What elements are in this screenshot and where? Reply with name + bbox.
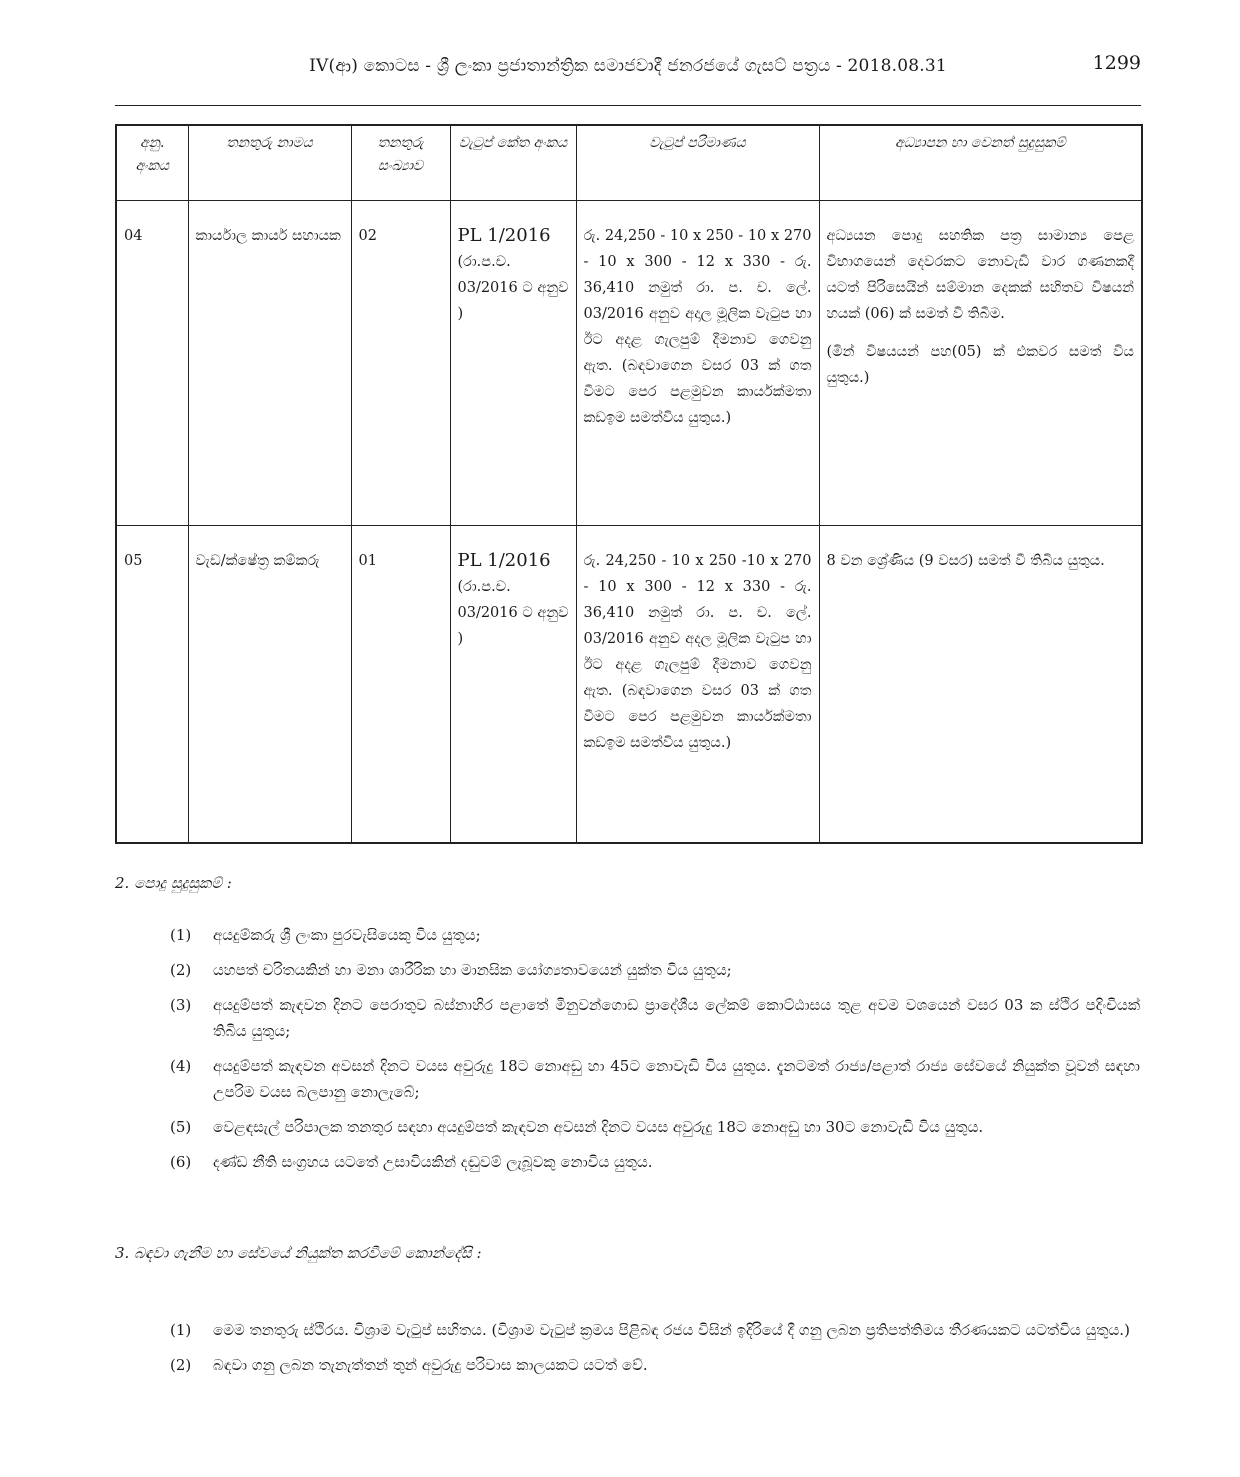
header-divider [115, 105, 1141, 106]
salary-code: PL 1/2016 [457, 225, 551, 246]
list-item-number: (6) [170, 1153, 192, 1171]
list-item-number: (5) [170, 1118, 192, 1136]
list-item-number: (4) [170, 1057, 192, 1075]
table-header-row [116, 125, 1142, 201]
gazette-title: IV(ආ) කොටස - ශ්‍රී ලංකා ප්‍රජාතාන්ත්‍රික සමාජවාදී ජනරජයේ ගැසට් පත්‍රය - 2018.08.31 [309, 56, 947, 76]
list-item [170, 1114, 1140, 1140]
page-header [115, 52, 1141, 88]
header-post-count: තනතුරු සංඛ්‍යාව [351, 125, 450, 201]
qualification-text: 8 වන ශ්‍රේණිය (9 වසර) සමත් වී තිබිය යුතුය. [826, 553, 1105, 569]
list-item [170, 992, 1140, 1044]
header-serial-no: අනු. අංකය [116, 125, 188, 201]
qualification-note: (මින් විෂයයන් පහ(05) ක් එකවර සමත් විය යුතුය.) [826, 344, 1134, 386]
list-item [170, 957, 1140, 983]
table-row [116, 201, 1142, 526]
table-row [116, 526, 1142, 844]
header-salary-code: වැටුප් කේත අංකය [450, 125, 576, 201]
cell-salary-code [450, 526, 576, 844]
general-qualifications-list [170, 922, 1140, 1184]
list-item-text: බඳවා ගනු ලබන තැනැත්තන් තුන් අවුරුදු පරිවාස කාලයකට යටත් වේ. [213, 1356, 648, 1374]
cell-qualifications [819, 201, 1142, 526]
list-item-number: (2) [170, 1356, 192, 1374]
cell-salary-scale: රු. 24,250 - 10 x 250 -10 x 270 - 10 x 300 - 12 x 330 - රු. 36,410 නමුත් රා. ප. ච. ලේ. 03/2016 අනුව අදල මූලික වැටුප හා ඊට අදළ ගැලපුම් දීමනාව ගෙවනු ඇත. (බඳවාගෙන වසර 03 ක් ගත වීමට පෙර පළමුවන කාර්යක්මතා කඩඉම සමත්විය යුතුය.) [576, 526, 819, 844]
salary-code-note: (රා.ප.ච. 03/2016 ට අනුව ) [457, 254, 569, 322]
list-item-text: අයදුම්කරු ශ්‍රී ලංකා පුරවැසියෙකු විය යුතුය; [213, 926, 481, 944]
header-salary-scale: වැටුප් පරිමාණය [576, 125, 819, 201]
list-item [170, 1352, 1140, 1378]
section-3-heading: 3. බඳවා ගැනීම හා සේවයේ නියුක්ත කරවීමේ කොන්දේසි : [115, 1244, 482, 1262]
list-item-number: (3) [170, 996, 192, 1014]
qualification-text: අධ්‍යයන පොදු සහතික පත්‍ර සාමාන්‍ය පෙළ විභාගයෙන් දෙවරකට නොවැඩි වාර ගණනකදී යටත් පිරිසෙයින් සම්මාන දෙකක් සහිතව විෂයන් හයක් (06) ක් සමත් වී තිබීම. [826, 228, 1134, 322]
list-item-number: (1) [170, 1321, 192, 1339]
list-item [170, 922, 1140, 948]
salary-code: PL 1/2016 [457, 550, 551, 571]
list-item-text: දණ්ඩ නීති සංග්‍රහය යටතේ උසාවියකින් දඬුවම් ලැබූවකු නොවිය යුතුය. [213, 1153, 653, 1171]
list-item-text: අයදුම්පත් කැඳවන අවසන් දිනට වයස අවුරුදු 18ට නොඅඩු හා 45ට නොවැඩි විය යුතුය. දැනටමත් රාජ්‍ය/පළාත් රාජ්‍ය සේවයේ නියුක්ත වූවන් සඳහා උපරිම වයස බලපානු නොලැබේ; [213, 1057, 1140, 1101]
salary-code-note: (රා.ප.ච. 03/2016 ට අනුව ) [457, 579, 569, 647]
cell-post-name: වැඩ/ක්ෂේත්‍ර කම්කරු [188, 526, 351, 844]
recruitment-conditions-list [170, 1317, 1140, 1387]
cell-post-count: 02 [351, 201, 450, 526]
cell-post-name: කාර්යාල කාර්ය සහායක [188, 201, 351, 526]
list-item-text: යහපත් චරිතයකින් හා මනා ශාරීරික හා මානසික යෝග්‍යතාවයෙන් යුක්ත විය යුතුය; [213, 961, 732, 979]
header-post-name: තනතුරු නාමය [188, 125, 351, 201]
cell-salary-code [450, 201, 576, 526]
list-item-text: අයදුම්පත් කැඳවන දිනට පෙරාතුව බස්නාහිර පළාතේ මිනුවන්ගොඩ ප්‍රාදේශීය ලේකම් කොට්ඨාසය තුළ අවම වශයෙන් වසර 03 ක ස්ථිර පදිංචියක් තිබිය යුතුය; [213, 996, 1140, 1040]
vacancy-table [115, 124, 1143, 844]
list-item [170, 1053, 1140, 1105]
cell-serial-no: 05 [116, 526, 188, 844]
list-item-number: (2) [170, 961, 192, 979]
list-item-text: මෙම තනතුරු ස්ථිරය. විශ්‍රාම වැටුප් සහිතය. (විශ්‍රාම වැටුප් ක්‍රමය පිළිබඳ රජය විසින් ඉදිරියේ දී ගනු ලබන ප්‍රතිපත්තිමය තීරණයකට යටත්විය යුතුය.) [213, 1321, 1130, 1339]
list-item [170, 1149, 1140, 1175]
cell-salary-scale: රු. 24,250 - 10 x 250 - 10 x 270 - 10 x 300 - 12 x 330 - රු. 36,410 නමුත් රා. ප. ච. ලේ. 03/2016 අනුව අදාල මූලික වැටුප හා ඊට අදළ ගැලපුම් දීමනාව ගෙවනු ඇත. (බඳවාගෙන වසර 03 ක් ගත වීමට පෙර පළමුවන කාර්යක්මතා කඩඉම සමත්විය යුතුය.) [576, 201, 819, 526]
list-item [170, 1317, 1140, 1343]
header-qualifications: අධ්‍යාපන හා වෙනත් සුදුසුකම් [819, 125, 1142, 201]
cell-qualifications [819, 526, 1142, 844]
section-2-heading: 2. පොදු සුදුසුකම් : [115, 874, 232, 892]
cell-post-count: 01 [351, 526, 450, 844]
page-number: 1299 [1092, 52, 1141, 74]
list-item-text: වෙළඳසැල් පරිපාලක තනතුර සඳහා අයදුම්පත් කැඳවන අවසන් දිනට වයස අවුරුදු 18ට නොඅඩු හා 30ට නොවැඩි විය යුතුය. [213, 1118, 984, 1136]
cell-serial-no: 04 [116, 201, 188, 526]
list-item-number: (1) [170, 926, 192, 944]
